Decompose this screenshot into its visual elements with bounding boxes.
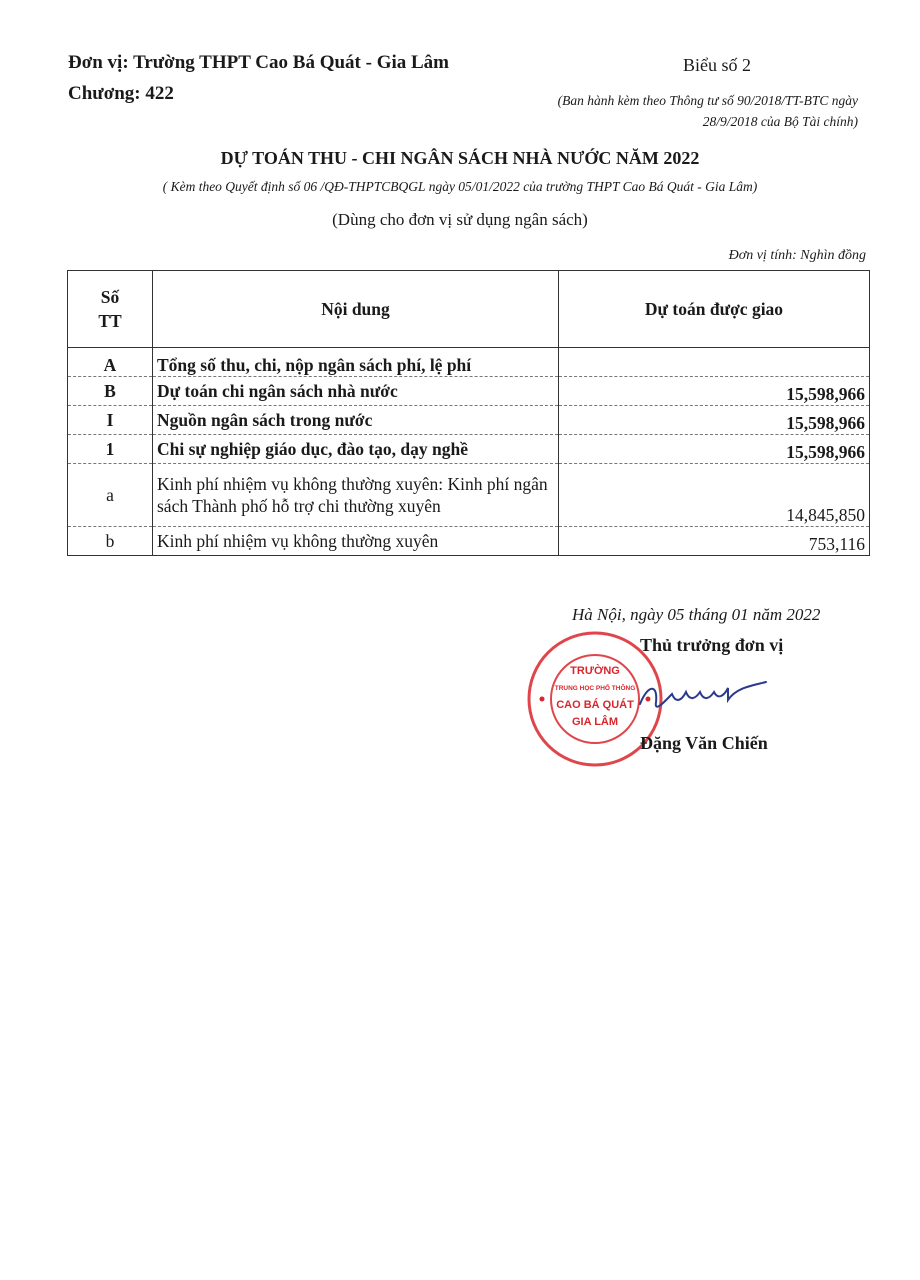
row-amount: 15,598,966 bbox=[559, 435, 870, 464]
row-amount: 14,845,850 bbox=[559, 464, 870, 527]
row-no: I bbox=[68, 406, 153, 435]
row-amount bbox=[559, 348, 870, 377]
header-content: Nội dung bbox=[153, 271, 559, 348]
table-row bbox=[68, 527, 870, 556]
table-row bbox=[68, 377, 870, 406]
row-no: A bbox=[68, 348, 153, 377]
row-amount: 15,598,966 bbox=[559, 377, 870, 406]
chapter-code: Chương: 422 bbox=[68, 83, 174, 104]
budget-table bbox=[67, 270, 870, 556]
table-row bbox=[68, 435, 870, 464]
row-content: Kinh phí nhiệm vụ không thường xuyên: Kinh phí ngân sách Thành phố hỗ trợ chi thường xuyên bbox=[153, 464, 559, 527]
unit-name: Đơn vị: Trường THPT Cao Bá Quát - Gia Lâm bbox=[68, 52, 450, 73]
header-no: Số TT bbox=[68, 271, 153, 348]
signing-date: Hà Nội, ngày 05 tháng 01 năm 2022 bbox=[572, 605, 821, 624]
table-header-row bbox=[68, 271, 870, 348]
stamp-line4: GIA LÂM bbox=[571, 716, 619, 728]
signer-title: Thủ trưởng đơn vị bbox=[640, 635, 784, 655]
row-amount: 15,598,966 bbox=[559, 406, 870, 435]
signer-name: Đặng Văn Chiến bbox=[640, 733, 768, 753]
table-row bbox=[68, 464, 870, 527]
row-no: B bbox=[68, 377, 153, 406]
table-row bbox=[68, 348, 870, 377]
issued-note: (Ban hành kèm theo Thông tư số 90/2018/TT-BTC ngày 28/9/2018 của Bộ Tài chính) bbox=[557, 93, 858, 129]
stamp-line2: TRUNG HỌC PHỔ THÔNG bbox=[554, 685, 636, 692]
header-amount: Dự toán được giao bbox=[559, 271, 870, 348]
row-content: Kinh phí nhiệm vụ không thường xuyên bbox=[153, 527, 559, 556]
decision-reference: ( Kèm theo Quyết định số 06 /QĐ-THPTCBQGL ngày 05/01/2022 của trường THPT Cao Bá Quát - Gia Lâm) bbox=[162, 179, 758, 194]
document-title: DỰ TOÁN THU - CHI NGÂN SÁCH NHÀ NƯỚC NĂM 2022 bbox=[220, 148, 700, 168]
row-no: 1 bbox=[68, 435, 153, 464]
row-no: b bbox=[68, 527, 153, 556]
form-number: Biểu số 2 bbox=[683, 55, 752, 75]
table-row bbox=[68, 406, 870, 435]
stamp-top-text: TRƯỜNG bbox=[570, 665, 620, 677]
usage-note: (Dùng cho đơn vị sử dụng ngân sách) bbox=[332, 210, 588, 229]
row-content: Dự toán chi ngân sách nhà nước bbox=[153, 377, 559, 406]
stamp-line3: CAO BÁ QUÁT bbox=[556, 699, 634, 711]
row-amount: 753,116 bbox=[559, 527, 870, 556]
row-no: a bbox=[68, 464, 153, 527]
row-content: Nguồn ngân sách trong nước bbox=[153, 406, 559, 435]
row-content: Tổng số thu, chi, nộp ngân sách phí, lệ phí bbox=[153, 348, 559, 377]
currency-unit: Đơn vị tính: Nghìn đồng bbox=[728, 248, 866, 263]
handwritten-signature bbox=[632, 670, 772, 720]
row-content: Chi sự nghiệp giáo dục, đào tạo, dạy nghề bbox=[153, 435, 559, 464]
